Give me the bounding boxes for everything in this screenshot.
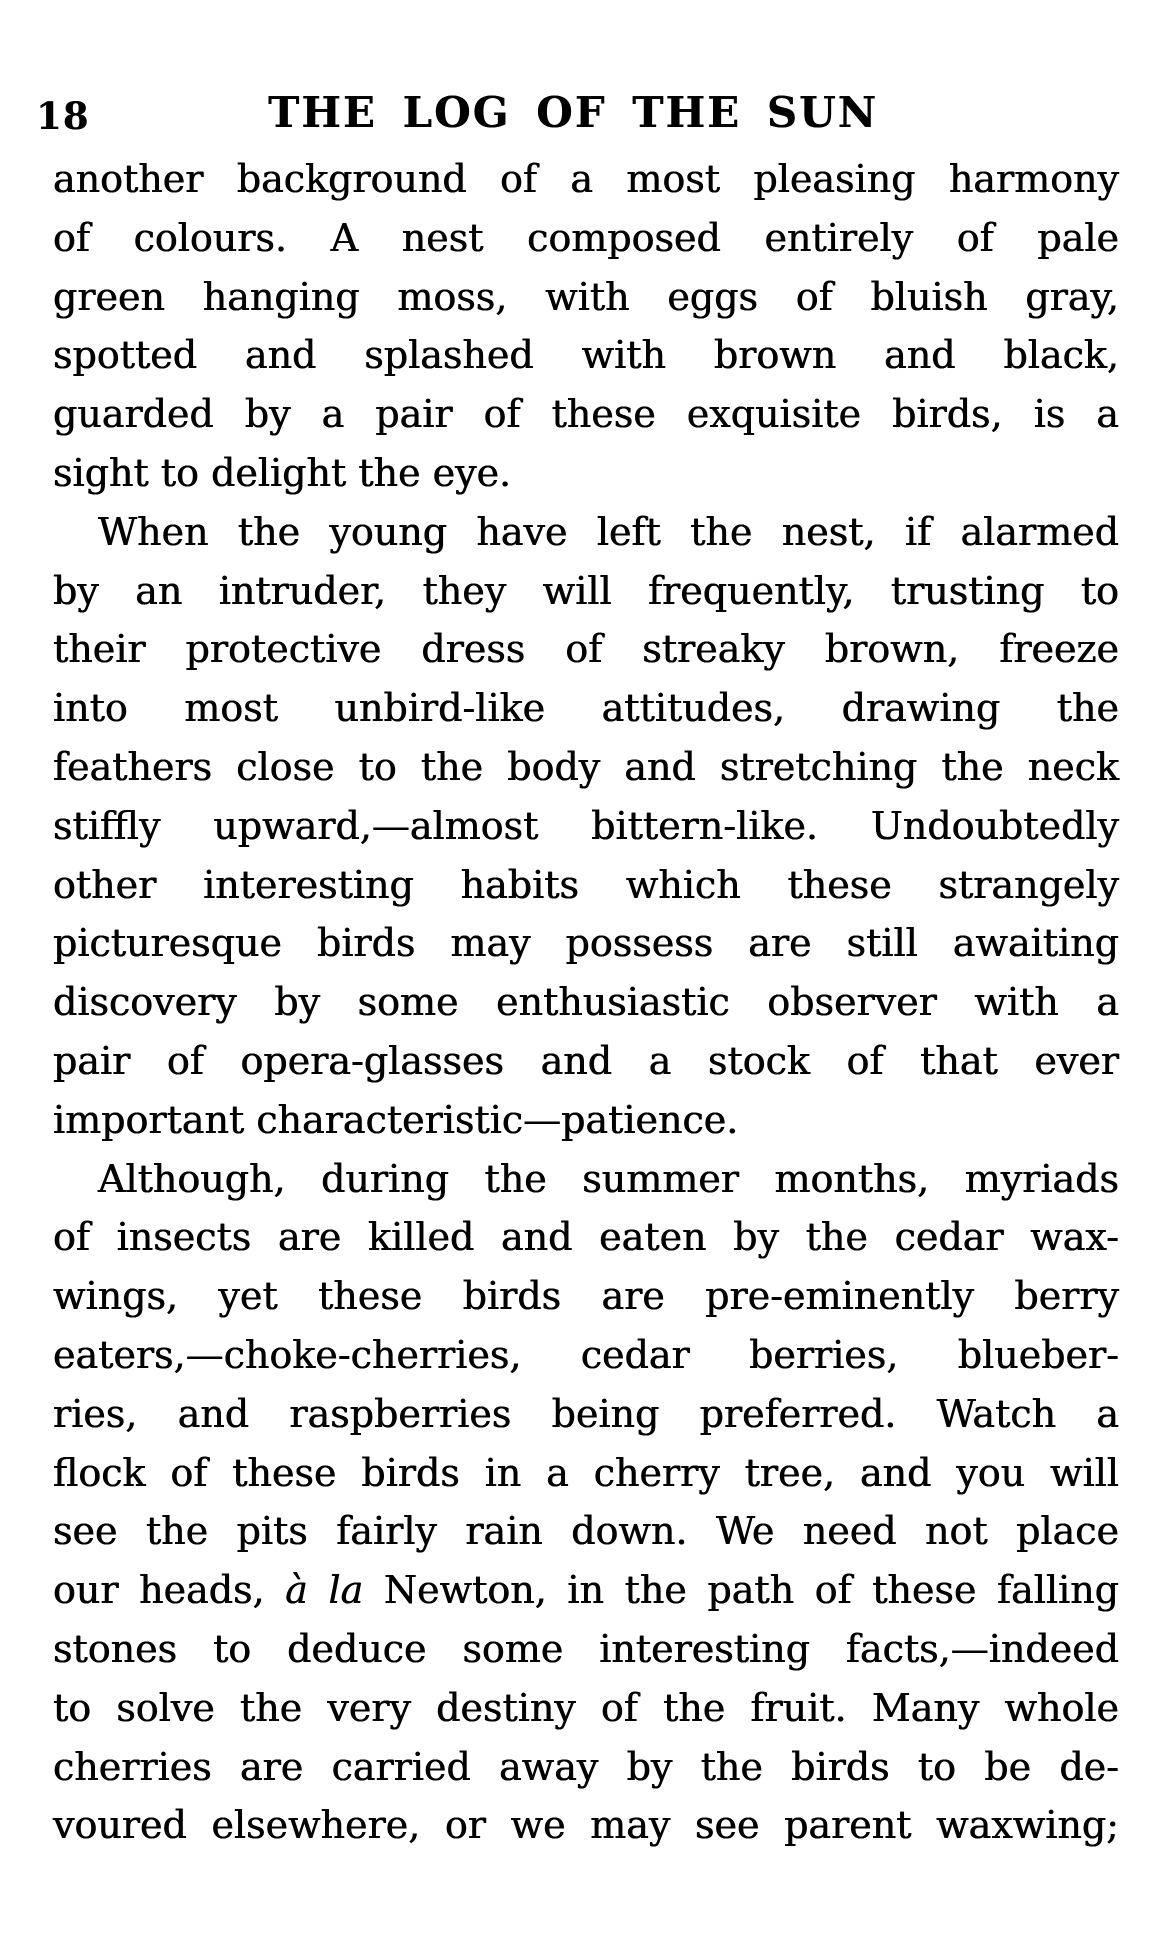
text-line: sight to delight the eye.: [53, 450, 512, 495]
text-line: another background of a most pleasing harmony: [53, 157, 1119, 201]
text-line: their protective dress of streaky brown, freeze: [53, 627, 1119, 672]
text-line: eaters,—choke-cherries, cedar berries, blueber-: [53, 1332, 1119, 1377]
text-line: by an intruder, they will frequently, trusting to: [53, 568, 1119, 613]
text-line: our heads, à la Newton, in the path of these falling: [53, 1568, 1119, 1613]
page-number: 18: [36, 94, 90, 138]
text-line: pair of opera-glasses and a stock of that ever: [53, 1038, 1119, 1083]
text-line: other interesting habits which these strangely: [53, 862, 1119, 907]
page-body-text: [53, 150, 1119, 1855]
italic-phrase: à la: [285, 1568, 364, 1613]
text-line: picturesque birds may possess are still awaiting: [53, 921, 1119, 966]
text-line: wings, yet these birds are pre-eminently berry: [53, 1274, 1119, 1319]
text-line: discovery by some enthusiastic observer with a: [53, 980, 1119, 1025]
text-line: stones to deduce some interesting facts,—indeed: [53, 1626, 1119, 1671]
text-line: stiffly upward,—almost bittern-like. Undoubtedly: [53, 803, 1119, 848]
text-line: important characteristic—patience.: [53, 1097, 739, 1142]
text-line: cherries are carried away by the birds to be de-: [53, 1744, 1119, 1789]
text-line: see the pits fairly rain down. We need not place: [53, 1509, 1119, 1554]
text-line: of insects are killed and eaten by the cedar wax-: [53, 1215, 1119, 1260]
text-line: guarded by a pair of these exquisite birds, is a: [53, 392, 1119, 437]
running-header: [0, 88, 1158, 136]
text-line: spotted and splashed with brown and black,: [53, 333, 1119, 378]
text-line: of colours. A nest composed entirely of pale: [53, 215, 1119, 260]
text-line: Although, during the summer months, myriads: [98, 1156, 1119, 1201]
running-header-title: THE LOG OF THE SUN: [267, 88, 879, 137]
text-line: green hanging moss, with eggs of bluish gray,: [53, 274, 1119, 319]
text-line: voured elsewhere, or we may see parent waxwing;: [53, 1803, 1119, 1848]
text-line: to solve the very destiny of the fruit. Many whole: [53, 1685, 1119, 1730]
text-line: feathers close to the body and stretching the neck: [53, 744, 1119, 789]
text-line: When the young have left the nest, if alarmed: [98, 509, 1119, 554]
text-line: into most unbird-like attitudes, drawing the: [53, 686, 1119, 731]
text-line: ries, and raspberries being preferred. Watch a: [53, 1391, 1119, 1436]
text-line: flock of these birds in a cherry tree, and you will: [53, 1450, 1119, 1495]
